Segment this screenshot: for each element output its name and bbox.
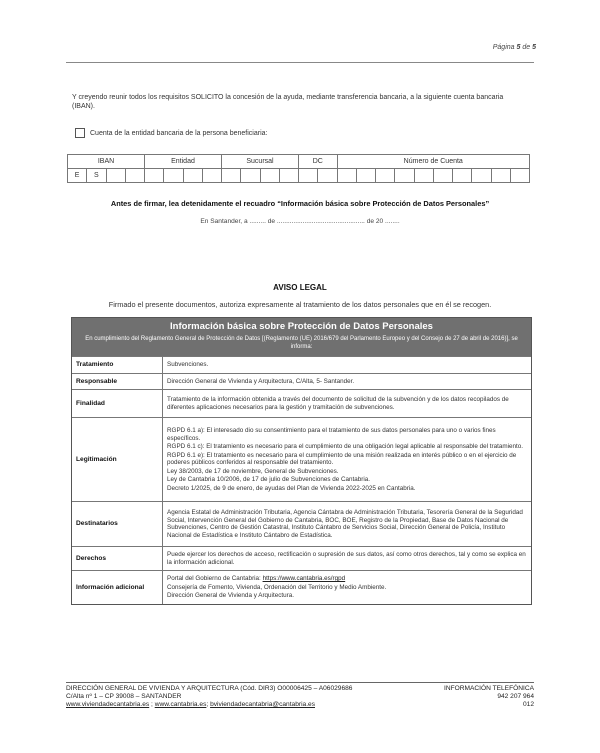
info-table: [72, 356, 531, 604]
info-row: [72, 502, 531, 547]
iban-header-row: [68, 155, 530, 169]
info-row-label: Legitimación: [72, 418, 163, 502]
iban-digit-cell[interactable]: [414, 169, 433, 183]
info-row: [72, 571, 531, 604]
iban-digit-cell[interactable]: [125, 169, 144, 183]
iban-digit-cell[interactable]: [222, 169, 241, 183]
info-row-value: [163, 357, 532, 374]
info-row-line: Portal del Gobierno de Cantabria: https://www.cantabria.es/rgpd: [167, 575, 346, 582]
iban-digit-cell[interactable]: [260, 169, 279, 183]
info-row: [72, 418, 531, 502]
header-divider: [66, 62, 534, 63]
info-row-line: RGPD 6.1 c): El tratamiento es necesario para el cumplimiento de una obligación legal aplicable al responsable del tratamiento.: [167, 443, 523, 450]
footer-link-cantabria[interactable]: www.cantabria.es: [154, 701, 207, 708]
iban-digit-cell[interactable]: [395, 169, 414, 183]
info-row-value: [163, 390, 532, 418]
dc-header: DC: [299, 155, 338, 169]
info-row-line: Puede ejercer los derechos de acceso, rectificación o supresión de sus datos, así como otros derechos, tal y como se explica en la información adicional.: [167, 551, 526, 566]
info-row-value: [163, 502, 532, 547]
info-row-line: Tratamiento de la información obtenida a través del documento de solicitud de la subvención y de los datos recopilados de diferentes aplicaciones necesarios para la gestión y tramitación de subvenciones.: [167, 396, 509, 411]
sucursal-header: Sucursal: [222, 155, 299, 169]
info-row-line: Consejería de Fomento, Vivienda, Ordenación del Territorio y Medio Ambiente.: [167, 583, 387, 591]
footer-divider: [66, 682, 534, 683]
footer-link-email[interactable]: bviviendadecantabria@cantabria.es: [210, 701, 315, 708]
iban-digit-cell[interactable]: [299, 169, 318, 183]
page-of: de: [522, 44, 531, 51]
iban-digit-cell[interactable]: [279, 169, 298, 183]
info-row-value: [163, 547, 532, 571]
iban-digit-cell[interactable]: [453, 169, 472, 183]
info-row: [72, 547, 531, 571]
iban-digit-cell[interactable]: [241, 169, 260, 183]
info-row: [72, 390, 531, 418]
info-row: [72, 373, 531, 390]
iban-digit-cell[interactable]: [472, 169, 491, 183]
info-row-value: [163, 571, 532, 604]
info-row-label: Finalidad: [72, 390, 163, 418]
footer-street: C/Alta nº 1 – CP 39008 – SANTANDER: [66, 693, 182, 700]
account-checkbox[interactable]: [75, 128, 85, 138]
info-box-title: Información básica sobre Protección de Datos Personales: [170, 321, 433, 332]
info-row-line: Dirección General de Vivienda y Arquitectura.: [167, 592, 294, 599]
footer-link-vivienda[interactable]: www.viviendadecantabria.es: [66, 701, 150, 708]
iban-digit-cell[interactable]: [510, 169, 529, 183]
info-row-label: Derechos: [72, 547, 163, 571]
page-number: [493, 44, 536, 51]
info-row-line: RGPD 6.1 a): El interesado dio su consentimiento para el tratamiento de sus datos personales para uno o varios fines específicos.: [167, 427, 496, 442]
iban-digit-cell[interactable]: [318, 169, 337, 183]
footer-links: www.viviendadecantabria.es ; www.cantabria.es; bviviendadecantabria@cantabria.es: [66, 701, 315, 708]
info-box-header: [72, 318, 531, 356]
page-prefix: Página: [492, 44, 515, 51]
iban-digit-cell[interactable]: [164, 169, 183, 183]
iban-digit-cell[interactable]: [337, 169, 356, 183]
footer-phone: 942 207 964: [497, 693, 534, 700]
info-row-line: Dirección General de Vivienda y Arquitectura, C/Alta, 5- Santander.: [167, 377, 355, 385]
intro-paragraph: Y creyendo reunir todos los requisitos SOLICITO la concesión de la ayuda, mediante transferencia bancaria, a la siguiente cuenta bancaria (IBAN).: [72, 94, 504, 110]
account-label: Cuenta de la entidad bancaria de la persona beneficiaria:: [90, 129, 268, 137]
iban-digit-cell[interactable]: [202, 169, 221, 183]
info-row-line: RGPD 6.1 e): El tratamiento es necesario para el cumplimiento de una misión realizada en interés público o en el ejercicio de poderes públicos conferidos al responsable del tratamiento.: [167, 451, 517, 466]
entidad-header: Entidad: [145, 155, 222, 169]
signature-date-line: En Santander, a ......... de ................................................ de 20 ........: [200, 218, 400, 225]
iban-header: IBAN: [68, 155, 145, 169]
account-row: [75, 128, 267, 138]
numero-cuenta-header: Número de Cuenta: [337, 155, 530, 169]
footer-phone-label: INFORMACIÓN TELEFÓNICA: [443, 685, 534, 692]
legal-notice-title: AVISO LEGAL: [273, 283, 327, 292]
info-row: [72, 357, 531, 374]
info-row-line: Ley 38/2003, de 17 de noviembre, General de Subvenciones.: [167, 467, 339, 475]
iban-digit-cell[interactable]: [376, 169, 395, 183]
footer-phone-block: [444, 685, 534, 709]
info-row-line: Subvenciones.: [167, 361, 209, 368]
iban-digit-cell[interactable]: [106, 169, 125, 183]
page-total: 5: [532, 44, 536, 51]
info-box-subtitle: En cumplimiento del Reglamento General de Protección de Datos [(Reglamento (UE) 2016/679 del Parlamento Europeo y del Consejo de 27 de abril de 2016)], se informa:: [85, 336, 518, 350]
info-row-label: Tratamiento: [72, 357, 163, 374]
footer-org: DIRECCIÓN GENERAL DE VIVIENDA Y ARQUITECTURA (Cód. DIR3) O00006425 – A06029686: [66, 685, 353, 692]
info-row-line: Decreto 1/2025, de 9 de enero, de ayudas del Plan de Vivienda 2022-2025 en Cantabria.: [167, 484, 416, 492]
iban-digit-cell[interactable]: [145, 169, 164, 183]
info-row-value: [163, 418, 532, 502]
info-row-line: Agencia Estatal de Administración Tributaria, Agencia Cántabra de Administración Tributaria, Tesorería General de la Seguridad Social, Intervención General del Gobierno de Cantabria, BOC, BOE, Registro de la Propiedad, Base de Datos Nacional de Subvenciones, Centro de Gestión Catastral, Instituto Cántabro de Servicios Social, Dirección General de Policía, Instituto Nacional de Estadística e Instituto Cántabro de Estadística.: [167, 509, 523, 539]
iban-digit-cell[interactable]: [183, 169, 202, 183]
iban-prefix-cell[interactable]: E: [68, 169, 87, 183]
iban-digit-cell[interactable]: [491, 169, 510, 183]
info-row-value: [163, 373, 532, 390]
rgpd-link[interactable]: https://www.cantabria.es/rgpd: [262, 575, 346, 582]
info-row-line: Ley de Cantabria 10/2006, de 17 de julio de Subvenciones de Cantabria.: [167, 476, 371, 483]
info-row-label: Información adicional: [72, 571, 163, 604]
page-current: 5: [516, 44, 521, 51]
legal-notice-text: Firmado el presente documentos, autoriza expresamente al tratamiento de los datos personales que en él se recogen.: [108, 300, 492, 309]
footer-address: [66, 685, 352, 709]
iban-entry-row: [68, 169, 530, 183]
info-row-label: Destinatarios: [72, 502, 163, 547]
iban-digit-cell[interactable]: [356, 169, 375, 183]
data-protection-box: [71, 317, 532, 605]
iban-prefix-cell[interactable]: S: [87, 169, 106, 183]
info-row-label: Responsable: [72, 373, 163, 390]
footer-code: 012: [522, 701, 534, 708]
iban-table: [67, 154, 530, 183]
data-protection-notice: Antes de firmar, lea detenidamente el recuadro “Información básica sobre Protección de Datos Personales”: [110, 199, 490, 208]
iban-digit-cell[interactable]: [433, 169, 452, 183]
